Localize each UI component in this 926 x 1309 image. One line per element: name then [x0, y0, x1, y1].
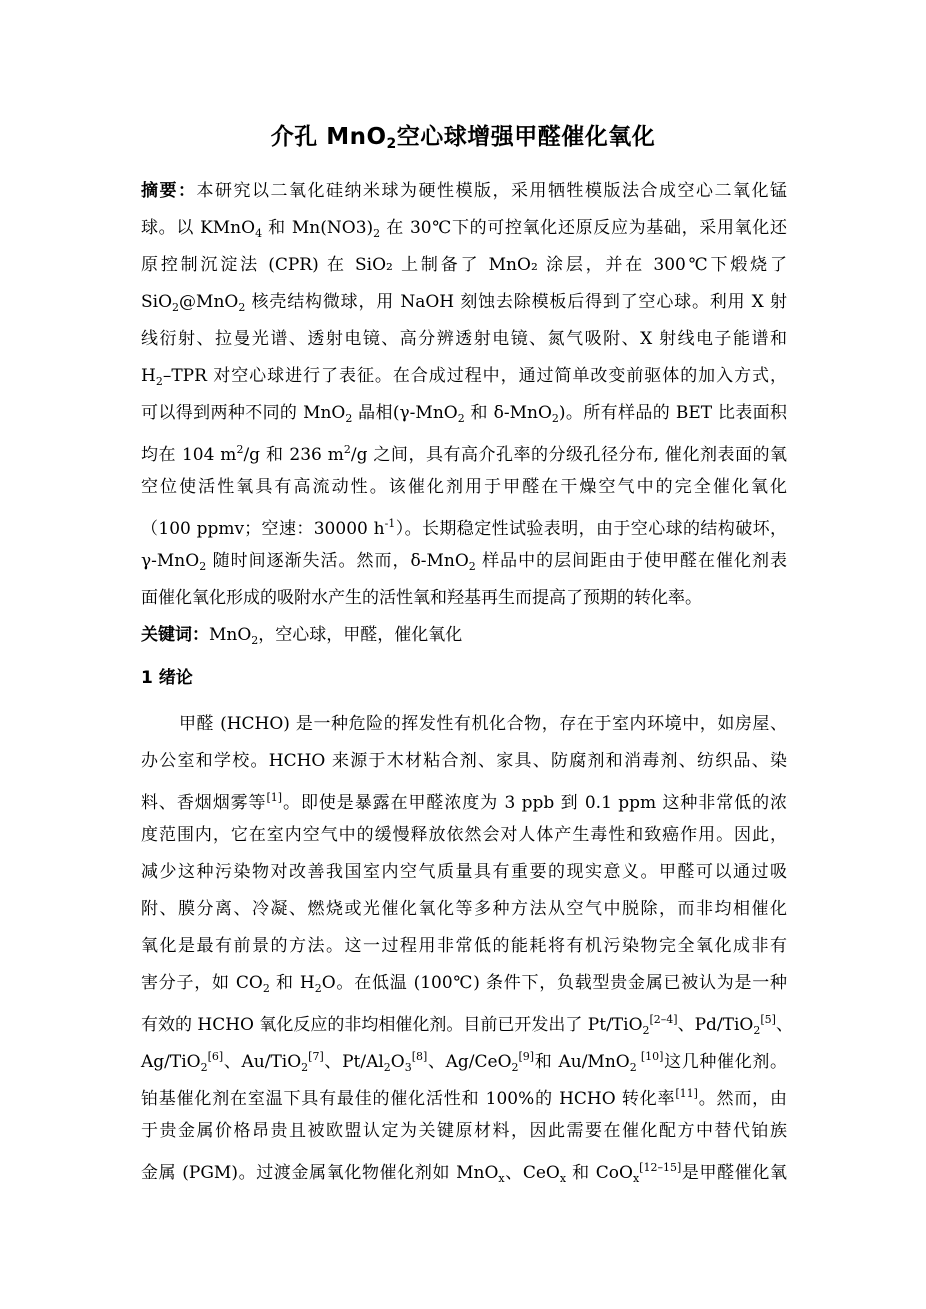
text-span: Ag/TiO — [141, 1052, 201, 1072]
text-span: 。然而，由 — [697, 1089, 787, 1109]
keywords-label: 关键词： — [141, 625, 209, 645]
text-span: 本研究以二氧化硅纳米球为硬性模版，采用牺牲模版法合成空心二氧化锰 — [196, 181, 787, 201]
text-span: 2 — [383, 1061, 391, 1074]
text-span: 是甲醛催化氧 — [681, 1163, 787, 1183]
text-span: 甲醛 (HCHO) 是一种危险的挥发性有机化合物，存在于室内环境中，如房屋、 — [179, 714, 787, 734]
body-line-6 — [141, 899, 787, 919]
text-span: 球。以 KMnO — [141, 218, 256, 238]
text-span: 2 — [511, 1061, 519, 1074]
text-span: ，空心球，甲醛，催化氧化 — [258, 625, 463, 645]
text-span: ）。长期稳定性试验表明，由于空心球的结构破坏， — [395, 519, 787, 539]
text-span: 面催化氧化形成的吸附水产生的活性氧和羟基再生而提高了预期的转化率。 — [141, 588, 702, 608]
text-span: 2 — [314, 982, 322, 995]
text-span: 原控制沉淀法 (CPR) 在 SiO₂ 上制备了 MnO₂ 涂层，并在 300℃下煅烧了 — [141, 255, 787, 275]
text-span: 样品中的层间距由于使甲醛在催化剂表 — [475, 551, 787, 571]
text-span: O。在低温 (100℃) 条件下，负载型贵金属已被认为是一种 — [321, 973, 787, 993]
text-span: x — [498, 1172, 505, 1185]
abstract-line-5 — [141, 329, 787, 349]
text-span: MnO — [209, 625, 252, 645]
text-span: H — [141, 366, 156, 386]
text-span: SiO — [141, 292, 173, 312]
text-span: 3 — [404, 1061, 412, 1074]
text-span: [6] — [207, 1050, 224, 1063]
abstract-line-1 — [141, 181, 787, 201]
text-span: 线衍射、拉曼光谱、透射电镜、高分辨透射电镜、氮气吸附、X 射线电子能谱和 — [141, 329, 787, 349]
text-span: （100 ppmv；空速：30000 h — [141, 519, 385, 539]
text-span: 2 — [199, 560, 207, 573]
text-span: 空心球增强甲醛催化氧化 — [396, 124, 656, 150]
text-span: 4 — [255, 227, 263, 240]
text-span: 核壳结构微球，用 NaOH 刻蚀去除模板后得到了空心球。利用 X 射 — [245, 292, 787, 312]
text-span: 2 — [468, 560, 476, 573]
keywords — [141, 625, 462, 651]
body-line-7 — [141, 936, 787, 956]
abstract-label: 摘要： — [141, 181, 197, 201]
text-span: –TPR 对空心球进行了表征。在合成过程中，通过简单改变前驱体的加入方式， — [162, 366, 787, 386]
text-span: /g 之间，具有高介孔率的分级孔径分布, 催化剂表面的氧 — [350, 445, 788, 465]
text-span: [5] — [760, 1013, 776, 1026]
body-line-3 — [141, 788, 787, 813]
abstract-line-8 — [141, 440, 787, 465]
text-span: 2 — [200, 1061, 208, 1074]
text-span: [7] — [308, 1050, 324, 1063]
text-span: 、Pd/TiO — [677, 1015, 754, 1035]
text-span: 和 δ-MnO — [464, 403, 552, 423]
text-span: 2 — [753, 1024, 761, 1037]
text-span: 2 — [238, 301, 246, 314]
text-span: 2 — [642, 1024, 650, 1037]
text-span: 2 — [373, 227, 381, 240]
section-heading: 1 绪论 — [141, 668, 193, 688]
body-line-2 — [141, 751, 787, 771]
body-line-12 — [141, 1121, 787, 1141]
text-span: x — [632, 1172, 640, 1185]
text-span: [12–15] — [639, 1161, 682, 1174]
text-span: 2 — [301, 1061, 309, 1074]
text-span: x — [559, 1172, 567, 1185]
text-span: 2 — [386, 136, 397, 152]
text-span: /g 和 236 m — [243, 445, 344, 465]
text-span: 2 — [551, 412, 559, 425]
body-line-11 — [141, 1084, 787, 1109]
body-line-8 — [141, 973, 787, 999]
text-span: 、CeO — [504, 1163, 560, 1183]
text-span: 这几种催化剂。 — [663, 1052, 788, 1072]
text-span: 、 — [775, 1015, 793, 1035]
abstract-line-3 — [141, 255, 787, 275]
abstract-line-6 — [141, 366, 787, 392]
text-span: 随时间逐渐失活。然而，δ-MnO — [206, 551, 469, 571]
text-span: 空位使活性氧具有高流动性。该催化剂用于甲醛在干燥空气中的完全催化氧化 — [141, 477, 787, 497]
text-span: 2 — [343, 443, 351, 456]
text-span: -1 — [384, 517, 396, 530]
text-span: 可以得到两种不同的 MnO — [141, 403, 346, 423]
text-span: 、Pt/Al — [323, 1052, 384, 1072]
text-span: 害分子，如 CO — [141, 973, 263, 993]
text-span: )。所有样品的 BET 比表面积 — [558, 403, 787, 423]
text-span: @MnO — [179, 292, 239, 312]
text-span: [10] — [636, 1050, 664, 1063]
text-span: 2 — [172, 301, 180, 314]
text-span: 、Au/TiO — [223, 1052, 302, 1072]
text-span: 均在 104 m — [141, 445, 237, 465]
text-span: 2 — [251, 634, 259, 647]
body-line-13 — [141, 1158, 787, 1189]
text-span: [2–4] — [649, 1013, 678, 1026]
text-span: 2 — [236, 443, 244, 456]
text-span: 2 — [457, 412, 465, 425]
text-span: [11] — [675, 1087, 698, 1100]
text-span: γ-MnO — [141, 551, 200, 571]
text-span: [9] — [518, 1050, 535, 1063]
text-span: 和 CoO — [566, 1163, 633, 1183]
abstract-line-12 — [141, 588, 702, 608]
text-span: 2 — [155, 375, 163, 388]
body-line-10 — [141, 1047, 787, 1078]
text-span: 2 — [345, 412, 353, 425]
text-span: 铂基催化剂在室温下具有最佳的催化活性和 100%的 HCHO 转化率 — [141, 1089, 676, 1109]
text-span: 。即使是暴露在甲醛浓度为 3 ppb 到 0.1 ppm 这种非常低的浓 — [282, 793, 788, 813]
body-line-4 — [141, 825, 787, 845]
text-span: 金属 (PGM)。过渡金属氧化物催化剂如 MnO — [141, 1163, 499, 1183]
body-line-5 — [141, 862, 787, 882]
text-span: 2 — [262, 982, 270, 995]
abstract-line-2 — [141, 218, 787, 244]
text-span: 和 Mn(NO3) — [262, 218, 374, 238]
paper-title — [0, 118, 926, 152]
text-span: 料、香烟烟雾等 — [141, 793, 267, 813]
text-span: 介孔 MnO — [270, 124, 387, 150]
text-span: 度范围内，它在室内空气中的缓慢释放依然会对人体产生毒性和致癌作用。因此， — [141, 825, 787, 845]
text-span: 2 — [629, 1061, 637, 1074]
abstract-line-11 — [141, 551, 787, 577]
text-span: 和 Au/MnO — [534, 1052, 630, 1072]
abstract-line-7 — [141, 403, 787, 429]
text-span: 于贵金属价格昂贵且被欧盟认定为关键原材料，因此需要在催化配方中替代铂族 — [141, 1121, 787, 1141]
text-span: 、Ag/CeO — [427, 1052, 512, 1072]
abstract-line-4 — [141, 292, 787, 318]
abstract-line-10 — [141, 514, 787, 539]
text-span: [8] — [411, 1050, 428, 1063]
text-span: 在 30℃下的可控氧化还原反应为基础，采用氧化还 — [380, 218, 787, 238]
text-span: 附、膜分离、冷凝、燃烧或光催化氧化等多种方法从空气中脱除，而非均相催化 — [141, 899, 787, 919]
text-span: 氧化是最有前景的方法。这一过程用非常低的能耗将有机污染物完全氧化成非有 — [141, 936, 787, 956]
text-span: 晶相(γ-MnO — [352, 403, 458, 423]
body-line-1 — [179, 714, 787, 734]
citation: [1] — [266, 791, 283, 804]
abstract-line-9 — [141, 477, 787, 497]
body-line-9 — [141, 1010, 793, 1041]
text-span: 减少这种污染物对改善我国室内空气质量具有重要的现实意义。甲醛可以通过吸 — [141, 862, 787, 882]
text-span: 办公室和学校。HCHO 来源于木材粘合剂、家具、防腐剂和消毒剂、纺织品、染 — [141, 751, 787, 771]
text-span: 有效的 HCHO 氧化反应的非均相催化剂。目前已开发出了 Pt/TiO — [141, 1015, 643, 1035]
text-span: 和 H — [269, 973, 315, 993]
text-span: O — [390, 1052, 405, 1072]
